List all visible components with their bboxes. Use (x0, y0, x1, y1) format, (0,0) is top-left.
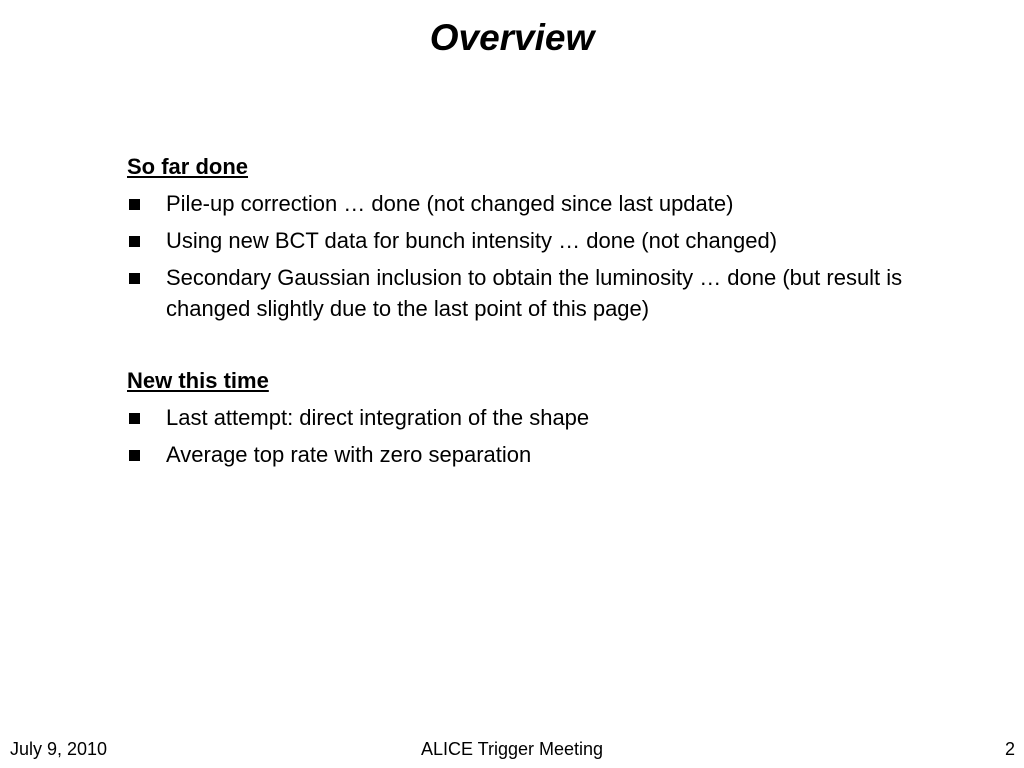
bullet-item (127, 225, 907, 256)
bullet-text: Last attempt: direct integration of the shape (166, 405, 590, 430)
slide-content (127, 154, 907, 476)
square-bullet-icon (129, 273, 140, 284)
footer-page-number: 2 (1004, 739, 1015, 759)
square-bullet-icon (129, 199, 140, 210)
bullet-item (127, 262, 907, 324)
bullet-item (127, 402, 907, 433)
bullet-item (127, 439, 907, 470)
bullet-text: Using new BCT data for bunch intensity … done (not changed) (166, 228, 778, 253)
section-heading: So far done (127, 154, 249, 179)
bullet-text: Pile-up correction … done (not changed since last update) (166, 191, 734, 216)
slide-title: Overview (429, 17, 595, 58)
footer-meeting-name: ALICE Trigger Meeting (420, 739, 604, 759)
section-new-this-time (127, 368, 907, 470)
square-bullet-icon (129, 413, 140, 424)
section-so-far-done (127, 154, 907, 324)
bullet-list (127, 188, 907, 324)
section-heading: New this time (127, 368, 269, 393)
slide-footer (0, 736, 1024, 762)
bullet-text: Secondary Gaussian inclusion to obtain the luminosity … done (but result is changed slightly due to the last point of this page) (166, 265, 903, 321)
bullet-item (127, 188, 907, 219)
bullet-list (127, 402, 907, 470)
square-bullet-icon (129, 450, 140, 461)
square-bullet-icon (129, 236, 140, 247)
bullet-text: Average top rate with zero separation (166, 442, 532, 467)
section-spacer (127, 330, 907, 368)
footer-date: July 9, 2010 (10, 739, 108, 759)
